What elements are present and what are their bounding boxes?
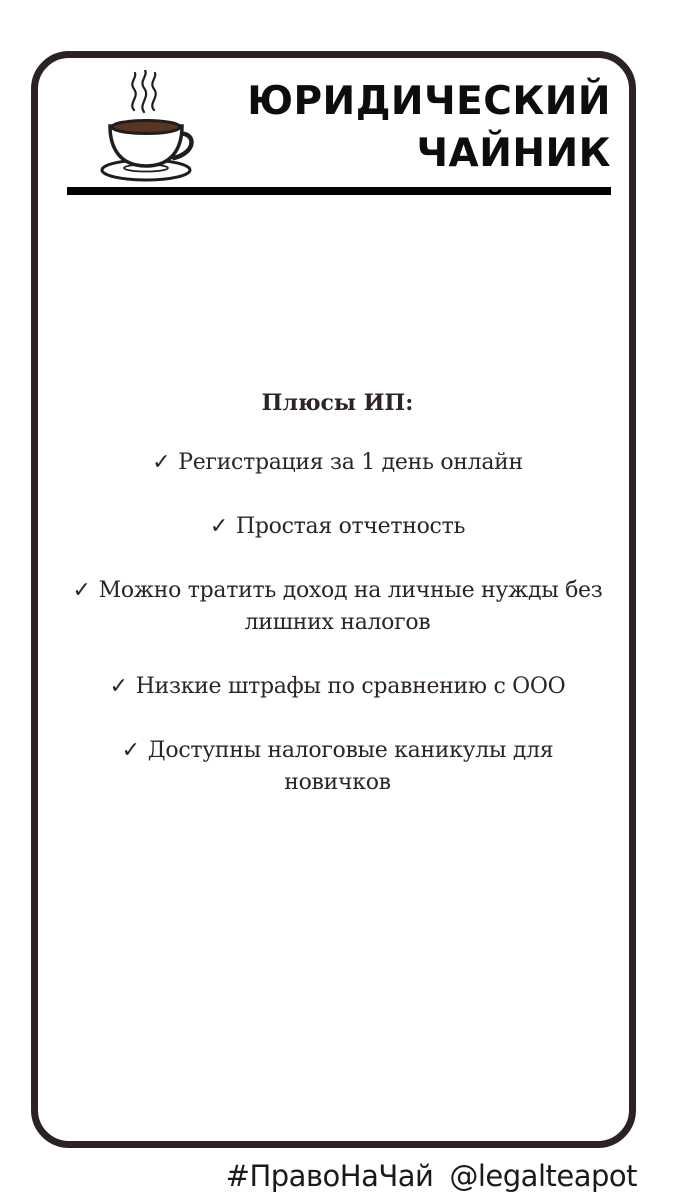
- check-icon: ✓: [152, 450, 171, 475]
- brand-title: [191, 76, 611, 180]
- check-icon: ✓: [209, 514, 228, 539]
- check-icon: ✓: [121, 738, 140, 763]
- footer-handle[interactable]: @legalteapot: [449, 1159, 637, 1193]
- list-item: [70, 447, 605, 479]
- brand-title-line1: ЮРИДИЧЕСКИЙ: [247, 79, 611, 124]
- list-item: [70, 671, 605, 703]
- footer-hashtag[interactable]: #ПравоНаЧай: [225, 1159, 434, 1193]
- list-item-text: Регистрация за 1 день онлайн: [178, 450, 523, 475]
- content-block: [70, 385, 605, 831]
- content-heading: Плюсы ИП:: [261, 390, 414, 416]
- list-item-text: Простая отчетность: [236, 514, 466, 539]
- list-item-text: Низкие штрафы по сравнению с ООО: [135, 674, 566, 699]
- coffee-cup-icon: [98, 70, 202, 186]
- list-item: [70, 735, 605, 799]
- list-item: [70, 575, 605, 639]
- list-item: [70, 511, 605, 543]
- list-item-text: Можно тратить доход на личные нужды без лишних налогов: [98, 578, 603, 635]
- brand-title-line2: ЧАЙНИК: [416, 131, 611, 176]
- header-divider: [67, 187, 611, 195]
- footer: [226, 1154, 637, 1198]
- list-item-text: Доступны налоговые каникулы для новичков: [147, 738, 554, 795]
- check-icon: ✓: [109, 674, 128, 699]
- check-icon: ✓: [72, 578, 91, 603]
